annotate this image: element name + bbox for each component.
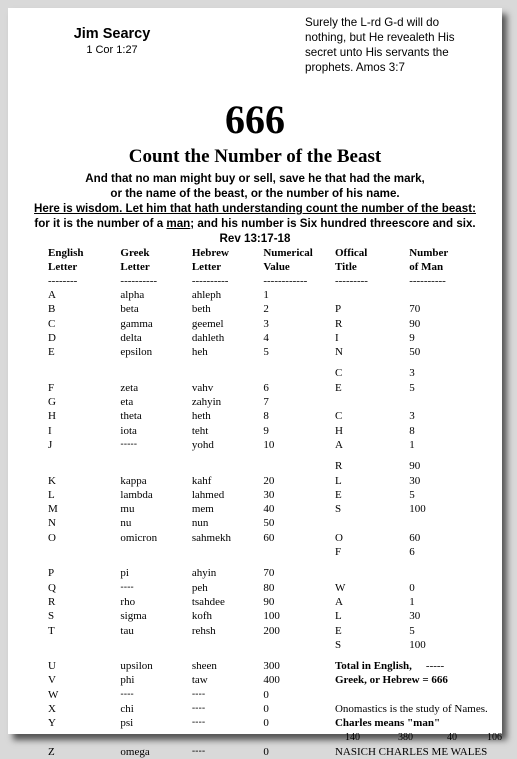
english-letter: I [48,424,52,437]
blank-row [48,452,502,459]
english-letter: O [48,531,56,544]
english-letter: Y [48,717,56,730]
table-row [48,409,502,423]
hebrew-letter: ---- [191,717,206,729]
english-letter [48,638,120,652]
title-letter: L [334,610,342,623]
blank-row [48,359,502,366]
hebrew-letter: ---- [191,688,206,700]
hebrew-letter: yohd [191,438,214,451]
greek-letter: sigma [120,610,147,623]
hebrew-letter: sheen [191,660,217,673]
hebrew-letter: ahleph [191,289,222,301]
man-number [409,288,502,302]
numerical-value: 100 [263,610,280,623]
title-letter [335,566,409,580]
numerical-value: 2 [263,303,269,316]
scripture-verse [8,171,502,246]
man-number: 5 [409,381,415,394]
hebrew-letter: beth [191,303,211,316]
header-title: Offical Title [334,247,368,273]
header-numerical: Numerical Value [263,247,313,273]
greek-letter: zeta [120,381,139,394]
hebrew-letter: geemel [191,317,224,330]
hebrew-letter: mem [191,503,214,516]
greek-letter [120,638,191,652]
author-reference: 1 Cor 1:27 [86,44,138,56]
hebrew-letter: teht [191,424,209,437]
hebrew-letter: dahleth [191,331,225,344]
greek-letter: rho [120,595,136,608]
blank-cell [48,652,120,659]
title-letter [335,395,409,409]
title-letter: E [334,381,342,394]
man-number [409,516,502,530]
hebrew-letter [192,366,263,380]
amos-quote [305,15,490,75]
table-row [48,288,502,302]
table-row [48,595,502,609]
man-number: 5 [409,624,415,637]
man-number: 100 [409,503,426,516]
greek-letter: ---- [120,688,134,700]
quote-line: prophets. Amos 3:7 [305,61,405,74]
table-row [48,745,502,759]
english-letter: F [48,381,55,394]
letter-value: 140 [344,731,360,743]
hebrew-letter [192,459,263,473]
numerical-value: 80 [263,581,275,594]
hebrew-letter: tsahdee [191,595,225,608]
quote-line: nothing, but He revealeth His [305,31,455,44]
numerical-value: 200 [263,624,280,637]
blank-cell [48,359,120,366]
english-letter: M [48,503,58,516]
english-letter [48,459,120,473]
table-row [48,502,502,516]
note-cell [335,745,502,759]
man-number: 5 [409,488,415,501]
man-number: 30 [409,610,421,623]
note-cell [335,673,502,687]
greek-letter: upsilon [120,660,153,673]
onomastics-note: Onomastics is the study of Names. [334,703,488,716]
numerical-value: 400 [263,674,280,687]
verse-line: or the name of the beast, or the number of his name. [110,187,400,200]
numerical-value: 70 [263,567,275,580]
numerical-value: 6 [263,381,269,394]
table-row [48,673,502,687]
title-letter: N [334,346,343,359]
man-number [409,566,502,580]
spacer-cell [263,731,335,745]
table-row [48,302,502,316]
hebrew-letter: heh [191,346,208,359]
english-letter: B [48,303,56,316]
hebrew-letter: vahv [191,381,214,394]
table-row [48,609,502,623]
letter-value: 106 [486,731,502,743]
numerical-value [263,459,335,473]
greek-letter: kappa [120,474,147,487]
hebrew-letter: kahf [191,474,212,487]
man-number: 0 [409,581,415,594]
english-letter: H [48,410,56,423]
table-row [48,424,502,438]
numerical-value: 3 [263,317,269,330]
english-letter: G [48,396,56,409]
hebrew-letter: ---- [191,703,206,715]
numerical-value: 40 [263,503,275,516]
verse-man-word: man [166,217,191,230]
hebrew-letter: ahyin [191,567,217,580]
title-letter: F [334,546,342,559]
table-row [48,702,502,716]
man-number: 3 [409,367,415,380]
table-row [48,331,502,345]
verse-line-underlined: Here is wisdom. Let him that hath understanding count the number of the beast: [34,202,476,215]
title-letter: E [334,624,342,637]
title-letter: R [334,317,343,330]
table-row [48,317,502,331]
english-letter: K [48,474,56,487]
numerical-value [263,638,335,652]
man-number: 1 [409,595,415,608]
verse-text: ; and his number is Six hundred threescore and six. [190,217,476,230]
subtitle: Count the Number of the Beast [128,146,382,167]
hebrew-letter: rehsh [191,624,216,637]
greek-letter: eta [120,396,134,409]
greek-letter: alpha [120,289,145,301]
numerical-value: 90 [263,595,275,608]
title-letter: L [334,474,342,487]
table-row [48,531,502,545]
letter-value: 380 [397,731,413,743]
table-row [48,395,502,409]
table-row [48,459,502,473]
hebrew-letter: zahyin [191,396,222,409]
values-row [48,731,502,745]
numerical-value: 5 [263,346,269,359]
dash-cell: ---------- [409,275,446,287]
dash-cell: --------- [334,275,368,287]
numerical-value: 300 [263,660,280,673]
hebrew-letter [192,638,263,652]
note-cell [335,702,502,716]
quote-line: secret unto His servants the [305,46,449,59]
verse-line [8,216,502,231]
greek-letter: nu [120,517,132,530]
nasich-note: NASICH CHARLES ME WALES [334,745,488,758]
greek-letter: pi [120,567,129,580]
man-number: 100 [409,638,426,651]
letter-value: 40 [446,731,457,743]
greek-letter: omicron [120,531,158,544]
title-letter: O [334,531,343,544]
title-letter: R [334,460,343,473]
charles-note: Charles means [334,717,408,730]
title-letter: W [334,581,346,594]
total-dash: ----- [425,660,445,673]
numerical-value: 10 [263,438,275,451]
greek-letter: delta [120,331,142,344]
man-number: 60 [409,531,421,544]
english-letter: E [48,346,55,359]
spacer-cell [192,731,263,745]
verse-line: And that no man might buy or sell, save he that had the mark, [85,172,425,185]
hebrew-letter: ---- [191,745,206,757]
english-letter: C [48,317,56,330]
hebrew-letter: taw [191,674,208,687]
title-letter: H [334,424,343,437]
title-letter: P [334,303,342,316]
greek-letter: tau [120,624,134,637]
english-letter: X [48,703,56,716]
man-number: 6 [409,546,415,559]
dash-cell: ---------- [120,275,158,287]
title-letter: S [334,638,342,651]
greek-letter: chi [120,703,134,716]
table-row [48,545,502,559]
table-row [48,345,502,359]
author-block [52,26,172,56]
blank-cell [48,559,120,566]
title-letter: S [334,503,342,516]
greek-letter: ---- [120,581,134,593]
greek-letter: ----- [120,438,138,450]
english-letter: Z [48,745,55,758]
numerical-value: 0 [263,688,269,701]
english-letter: P [48,567,55,580]
verse-text: for it is the number of a [34,217,167,230]
title-letter [335,516,409,530]
title-letter: C [334,367,343,380]
man-number: 1 [409,438,415,451]
english-letter: U [48,660,56,673]
table-row [48,659,502,673]
numerical-value [263,545,335,559]
table-row [48,474,502,488]
numerical-value: 20 [263,474,275,487]
dash-cell: ---------- [191,275,229,287]
man-number: 50 [409,346,421,359]
header-man: Number of Man [409,247,449,273]
table-row [48,516,502,530]
greek-letter: beta [120,303,139,316]
charles-man: "man" [407,717,441,730]
blank-cell [48,452,120,459]
numerical-value [263,366,335,380]
verse-reference: Rev 13:17-18 [219,232,291,245]
english-letter: Q [48,581,56,594]
title-letter: C [334,410,343,423]
greek-letter: psi [120,717,134,730]
hebrew-letter: peh [191,581,208,594]
english-letter: W [48,688,59,701]
greek-letter: theta [120,410,142,423]
hebrew-letter: heth [191,410,211,423]
table-row [48,716,502,730]
table-row [48,638,502,652]
note-cell [335,716,502,730]
english-letter [48,545,120,559]
blank-row [48,652,502,659]
numerical-value: 9 [263,424,269,437]
header-hebrew: Hebrew Letter [191,247,229,273]
table-row [48,566,502,580]
english-letter [48,366,120,380]
hebrew-letter: lahmed [191,488,225,501]
numerical-value: 4 [263,331,269,344]
english-letter: N [48,517,56,530]
quote-line: Surely the L-rd G-d will do [305,16,440,29]
numerical-value: 8 [263,410,269,423]
man-number: 3 [409,410,415,423]
hebrew-letter: nun [191,517,209,530]
greek-letter: mu [120,503,135,516]
numerical-value: 7 [263,396,269,409]
table-row [48,488,502,502]
total-note: Total in English, [334,660,412,673]
table-row [48,581,502,595]
greek-letter: lambda [120,488,153,501]
greek-letter [120,459,191,473]
charles-values [335,731,502,745]
spacer-cell [48,731,120,745]
table-header-row [48,246,502,276]
man-number: 90 [409,460,421,473]
blank-row [48,559,502,566]
numerical-value: 0 [263,703,269,716]
man-number: 90 [409,317,421,330]
numerical-value: 1 [263,289,269,301]
english-letter: J [48,438,53,451]
english-letter: L [48,488,55,501]
greek-letter [120,545,191,559]
title-letter: A [334,438,343,451]
hebrew-letter [192,545,263,559]
title-letter: A [334,595,343,608]
note-cell [335,659,502,673]
greek-letter: gamma [120,317,153,330]
english-letter: A [48,289,56,301]
greek-letter: omega [120,745,150,758]
dash-cell: ------------ [263,275,308,287]
numerical-value: 0 [263,745,269,758]
english-letter: D [48,331,56,344]
man-number: 8 [409,424,415,437]
main-number-title: 666 [225,97,285,142]
numerical-value: 30 [263,488,275,501]
hebrew-letter: kofh [191,610,213,623]
title-letter [335,288,409,302]
dash-cell: -------- [48,275,78,287]
title-letter: I [334,331,339,344]
table-row [48,624,502,638]
header-english: English Letter [48,247,84,273]
hebrew-letter: sahmekh [191,531,231,544]
man-number [409,395,502,409]
table-row [48,438,502,452]
greek-letter: iota [120,424,137,437]
greek-letter: epsilon [120,346,153,359]
man-number: 9 [409,331,415,344]
greek-letter: phi [120,674,135,687]
man-number: 30 [409,474,421,487]
english-letter: S [48,610,55,623]
table-row [48,688,502,702]
numerical-value: 60 [263,531,275,544]
table-row [48,381,502,395]
author-name: Jim Searcy [73,26,151,42]
title-letter: E [334,488,342,501]
document-page [8,8,502,758]
spacer-cell [120,731,191,745]
header-greek: Greek Letter [120,247,150,273]
total-note-666: Greek, or Hebrew = 666 [334,674,448,687]
gematria-table [48,246,502,759]
table-row [48,366,502,380]
greek-letter [120,366,191,380]
english-letter: R [48,595,56,608]
numerical-value: 50 [263,517,275,530]
man-number: 70 [409,303,421,316]
english-letter: V [48,674,56,687]
english-letter: T [48,624,55,637]
numerical-value: 0 [263,717,269,730]
note-cell [335,688,502,702]
table-dash-row [48,276,502,288]
